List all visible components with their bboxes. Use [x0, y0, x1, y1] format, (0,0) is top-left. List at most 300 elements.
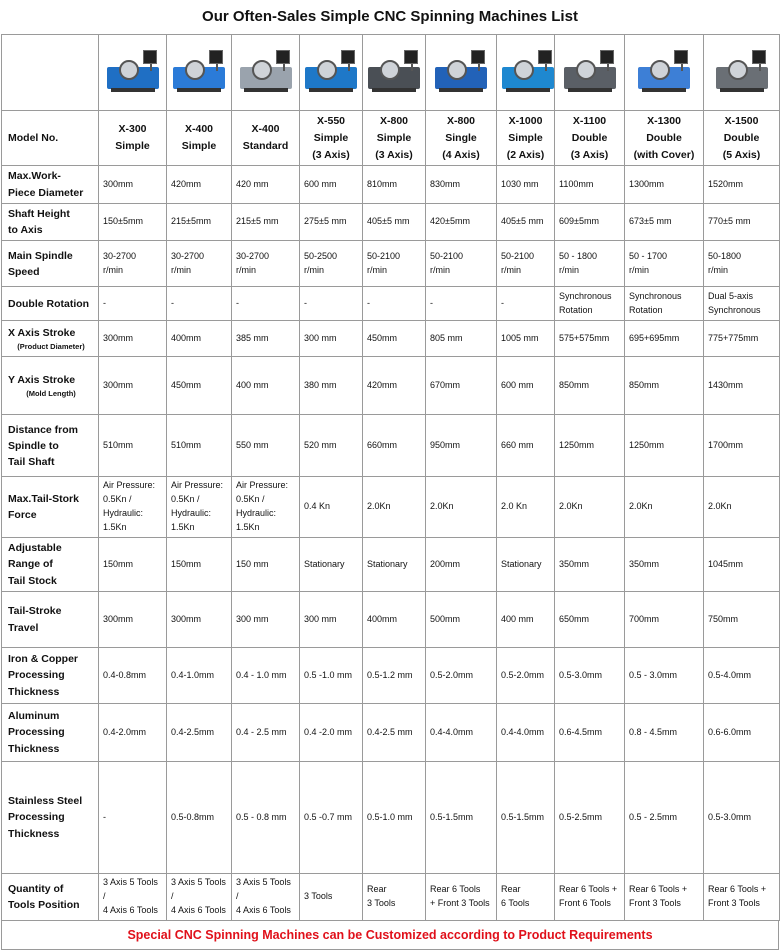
spec-label-note: (Mold Length) — [26, 389, 76, 399]
spec-label-line: Main Spindle — [8, 249, 73, 262]
spec-value-line: 0.5Kn / — [103, 494, 132, 505]
spec-label-line: Processing — [8, 669, 65, 682]
spec-value-line: Synchronous — [708, 304, 761, 315]
model-variant: Double — [723, 131, 760, 144]
spec-value-cell — [363, 166, 426, 204]
model-subtitle: (3 Axis) — [570, 148, 609, 161]
spec-value-cell — [300, 538, 363, 592]
spec-value-line: Air Pressure: — [236, 480, 289, 491]
model-variant: Standard — [242, 140, 289, 153]
spec-value-cell — [99, 704, 167, 762]
spec-value-line: r/min — [501, 264, 521, 275]
spec-value-cell — [232, 241, 300, 287]
model-variant: Simple — [508, 131, 543, 144]
spec-value-cell — [99, 874, 167, 921]
spec-value-line: 420mm — [171, 178, 202, 189]
spec-value-line: 1100mm — [559, 178, 594, 189]
spec-value-line: 50-2500 — [304, 251, 338, 262]
spec-value-cell — [426, 538, 497, 592]
model-header-cell — [497, 111, 555, 166]
spec-value-line: 2.0Kn — [559, 501, 583, 512]
spec-value-cell — [555, 538, 625, 592]
model-name: X-400 — [184, 123, 214, 136]
spec-value-line: 0.8 - 4.5mm — [629, 726, 678, 737]
spec-label-line: Distance from — [8, 423, 79, 436]
spindle-chuck-icon — [185, 60, 205, 80]
model-subtitle: (5 Axis) — [722, 148, 761, 161]
model-subtitle: (with Cover) — [633, 148, 695, 161]
spec-value-line: 850mm — [559, 379, 590, 390]
spec-value-line: 300mm — [103, 178, 134, 189]
machine-image-cell — [300, 35, 363, 111]
spec-value-line: 1030 mm — [501, 178, 539, 189]
image-row — [2, 35, 780, 111]
spec-value-cell — [232, 321, 300, 357]
control-panel-icon — [209, 50, 223, 64]
spec-value-cell — [625, 762, 704, 874]
spec-value-line: 300 mm — [304, 332, 337, 343]
spec-value-line: r/min — [103, 264, 123, 275]
spec-value-cell — [167, 648, 232, 704]
spec-value-line: 0.5-4.0mm — [708, 669, 752, 680]
machine-image-cell — [167, 35, 232, 111]
spec-value-line: r/min — [236, 264, 256, 275]
spec-value-cell — [625, 477, 704, 538]
spec-label-line: Aluminum — [8, 710, 60, 723]
spec-value-line: 50-1800 — [708, 251, 742, 262]
spec-value-cell — [704, 648, 780, 704]
spec-value-line: - — [236, 297, 239, 308]
spec-value-line: 150±5mm — [103, 216, 143, 227]
spec-value-cell — [497, 166, 555, 204]
spec-value-line: 0.5-1.2 mm — [367, 669, 413, 680]
model-variant: Double — [571, 131, 608, 144]
spec-value-line: 0.5-2.5mm — [559, 811, 603, 822]
spec-value-line: - — [103, 297, 106, 308]
spec-value-cell — [232, 762, 300, 874]
spec-value-cell — [167, 241, 232, 287]
machine-photo-icon — [433, 48, 489, 92]
spec-value-line: 0.4 - 1.0 mm — [236, 669, 287, 680]
spec-label-line: Max.Tail-Stork — [8, 493, 79, 506]
spec-value-cell — [497, 762, 555, 874]
spec-value-line: 575+575mm — [559, 332, 610, 343]
spec-value-cell — [497, 477, 555, 538]
spec-value-cell — [363, 538, 426, 592]
spec-value-cell — [555, 357, 625, 415]
spec-value-line: 660mm — [367, 439, 398, 450]
spec-label — [2, 874, 99, 921]
spec-value-line: 0.5-3.0mm — [559, 669, 603, 680]
spindle-chuck-icon — [650, 60, 670, 80]
spec-value-cell — [625, 538, 704, 592]
control-panel-icon — [341, 50, 355, 64]
spec-value-cell — [426, 287, 497, 321]
spindle-chuck-icon — [728, 60, 748, 80]
spec-value-line: 650mm — [559, 613, 590, 624]
spec-value-line: r/min — [304, 264, 324, 275]
spec-label-line: Adjustable — [8, 542, 62, 555]
corner-cell — [2, 35, 99, 111]
spec-value-cell — [232, 874, 300, 921]
machine-base — [506, 88, 550, 92]
machine-image-cell — [555, 35, 625, 111]
spec-value-line: Dual 5-axis — [708, 291, 754, 302]
spec-value-cell — [363, 592, 426, 648]
machine-base — [439, 88, 483, 92]
spec-value-line: 300mm — [171, 613, 202, 624]
machine-base — [111, 88, 155, 92]
spec-value-cell — [99, 415, 167, 477]
spec-value-cell — [625, 874, 704, 921]
model-header-cell — [625, 111, 704, 166]
spec-value-line: 50-2100 — [501, 251, 535, 262]
spec-value-line: 0.4 Kn — [304, 501, 331, 512]
spec-value-cell — [497, 538, 555, 592]
spec-row — [2, 538, 780, 592]
spec-value-line: 0.5 -0.7 mm — [304, 811, 353, 822]
spec-value-line: 1430mm — [708, 379, 744, 390]
model-name: X-1100 — [572, 115, 607, 127]
spec-label — [2, 357, 99, 415]
spec-value-cell — [497, 241, 555, 287]
spec-value-cell — [99, 538, 167, 592]
spec-value-cell — [363, 762, 426, 874]
spec-value-cell — [232, 648, 300, 704]
model-name: X-300 — [118, 123, 147, 136]
spec-value-cell — [497, 321, 555, 357]
spec-value-line: 0.5-3.0mm — [708, 811, 752, 822]
spec-value-line: 300mm — [103, 613, 134, 624]
spec-value-cell — [426, 357, 497, 415]
spec-value-cell — [497, 357, 555, 415]
model-no-label: Model No. — [2, 111, 99, 166]
spec-value-cell — [426, 704, 497, 762]
model-subtitle: (3 Axis) — [312, 148, 350, 161]
spec-value-cell — [232, 357, 300, 415]
spec-row — [2, 287, 780, 321]
spec-value-line: 400mm — [171, 332, 202, 343]
spec-label-line: Processing — [8, 811, 65, 824]
machine-base — [372, 88, 416, 92]
spec-value-line: 500mm — [430, 613, 461, 624]
spec-value-line: 150mm — [171, 558, 202, 569]
spec-value-cell — [704, 704, 780, 762]
spec-value-line: Rear 6 Tools — [430, 883, 481, 894]
model-subtitle: (2 Axis) — [506, 148, 545, 161]
spec-value-cell — [625, 321, 704, 357]
spec-value-line: 520 mm — [304, 439, 337, 450]
spec-value-line: 30-2700 — [171, 251, 205, 262]
spec-value-cell — [363, 477, 426, 538]
spec-value-cell — [555, 203, 625, 241]
spec-value-line: 350mm — [559, 558, 590, 569]
spec-value-line: 0.4-1.0mm — [171, 669, 215, 680]
spec-value-line: 1520mm — [708, 178, 744, 189]
machine-base — [177, 88, 221, 92]
model-header-cell — [167, 111, 232, 166]
spec-value-line: 2.0Kn — [708, 501, 732, 512]
control-panel-icon — [471, 50, 485, 64]
spec-value-line: Rear — [367, 883, 387, 894]
spec-value-cell — [232, 415, 300, 477]
spec-value-cell — [426, 203, 497, 241]
spec-value-line: 380 mm — [304, 379, 337, 390]
spec-value-line: 30-2700 — [103, 251, 137, 262]
spec-value-line: Hydraulic: — [236, 508, 277, 519]
spec-value-line: Air Pressure: — [103, 480, 156, 491]
spec-value-line: 1.5Kn — [103, 522, 127, 533]
spec-value-line: 600 mm — [501, 379, 534, 390]
spec-value-cell — [167, 592, 232, 648]
spindle-chuck-icon — [317, 60, 337, 80]
spec-row — [2, 477, 780, 538]
spec-value-cell — [300, 166, 363, 204]
spec-value-line: 420mm — [367, 379, 398, 390]
spec-label-line: Tail Stock — [8, 574, 57, 587]
spec-value-line: Front 3 Tools — [708, 897, 760, 908]
spec-value-line: - — [304, 297, 307, 308]
spec-value-line: Stationary — [304, 558, 345, 569]
spec-value-line: 750mm — [708, 613, 739, 624]
spec-label — [2, 321, 99, 357]
spec-value-cell — [300, 287, 363, 321]
spec-row — [2, 357, 780, 415]
spec-value-line: 0.5 - 3.0mm — [629, 669, 678, 680]
spec-value-cell — [497, 592, 555, 648]
spec-value-line: Synchronous — [629, 291, 682, 302]
spec-value-cell — [99, 287, 167, 321]
spec-value-cell — [426, 415, 497, 477]
spec-value-cell — [99, 592, 167, 648]
spec-value-cell — [99, 166, 167, 204]
machine-photo-icon — [366, 48, 422, 92]
spec-value-cell — [363, 415, 426, 477]
spec-value-cell — [704, 166, 780, 204]
spec-value-cell — [555, 592, 625, 648]
machine-base — [568, 88, 612, 92]
model-header-cell — [232, 111, 300, 166]
spec-value-line: 2.0Kn — [430, 501, 454, 512]
spec-value-cell — [625, 287, 704, 321]
spec-label — [2, 166, 99, 204]
spec-value-cell — [555, 874, 625, 921]
machine-image-cell — [625, 35, 704, 111]
spec-value-line: 420±5mm — [430, 216, 470, 227]
spec-value-line: 350mm — [629, 558, 660, 569]
spec-value-cell — [363, 704, 426, 762]
spec-value-line: Rear 6 Tools + — [559, 883, 618, 894]
spec-row — [2, 166, 780, 204]
spec-label-line: Quantity of — [8, 882, 64, 895]
spec-value-cell — [363, 241, 426, 287]
spec-value-line: 50-2100 — [430, 251, 464, 262]
spec-value-line: 3 Tools — [367, 897, 396, 908]
spec-value-line: 810mm — [367, 178, 398, 189]
spec-value-line: 0.4 - 2.5 mm — [236, 726, 287, 737]
spec-value-cell — [363, 287, 426, 321]
spec-value-line: 300 mm — [304, 613, 337, 624]
machine-image-cell — [363, 35, 426, 111]
spec-value-line: 2.0Kn — [367, 501, 391, 512]
spec-value-line: 0.5 - 2.5mm — [629, 811, 678, 822]
spec-value-line: 0.4 -2.0 mm — [304, 726, 353, 737]
spec-value-line: 510mm — [103, 439, 134, 450]
spec-value-line: 0.4-4.0mm — [430, 726, 474, 737]
control-panel-icon — [538, 50, 552, 64]
model-header-cell — [363, 111, 426, 166]
spindle-chuck-icon — [380, 60, 400, 80]
spec-value-line: 0.4-2.5mm — [171, 726, 215, 737]
spec-value-cell — [555, 477, 625, 538]
machine-photo-icon — [636, 48, 692, 92]
spec-value-cell — [363, 321, 426, 357]
spec-value-line: 0.5-1.5mm — [501, 811, 545, 822]
spec-value-cell — [555, 415, 625, 477]
spec-value-line: 6 Tools — [501, 897, 530, 908]
spec-value-cell — [497, 874, 555, 921]
spec-value-line: 600 mm — [304, 178, 337, 189]
spec-label-line: Spindle to — [8, 439, 59, 452]
model-name: X-1500 — [724, 115, 759, 127]
spec-value-line: 0.4-0.8mm — [103, 669, 147, 680]
spec-label-note: (Product Diameter) — [17, 342, 85, 352]
machine-photo-icon — [238, 48, 294, 92]
spec-label-line: X Axis Stroke — [8, 327, 76, 339]
spec-value-cell — [426, 592, 497, 648]
spec-value-cell — [704, 477, 780, 538]
spec-value-cell — [300, 321, 363, 357]
control-panel-icon — [674, 50, 688, 64]
spec-value-line: 215±5mm — [171, 216, 211, 227]
spec-value-line: 700mm — [629, 613, 660, 624]
spec-value-line: 550 mm — [236, 439, 269, 450]
spec-value-cell — [300, 874, 363, 921]
machine-image-cell — [497, 35, 555, 111]
spec-value-cell — [426, 241, 497, 287]
footer-note: Special CNC Spinning Machines can be Customized according to Product Requirements — [1, 921, 779, 950]
spec-value-cell — [497, 287, 555, 321]
spec-value-line: 0.4-4.0mm — [501, 726, 545, 737]
spec-label-line: Max.Work- — [8, 170, 61, 183]
spec-value-cell — [625, 415, 704, 477]
spec-value-cell — [363, 874, 426, 921]
spec-value-line: 0.5-1.0 mm — [367, 811, 413, 822]
spec-value-line: 1.5Kn — [171, 522, 195, 533]
model-variant: Simple — [313, 131, 349, 144]
spec-value-line: 1250mm — [629, 439, 665, 450]
spec-value-line: 0.6-6.0mm — [708, 726, 752, 737]
spec-label-line: Thickness — [8, 685, 60, 698]
spec-value-line: 0.5Kn / — [236, 494, 265, 505]
spec-value-cell — [625, 704, 704, 762]
spec-value-cell — [300, 241, 363, 287]
spec-value-cell — [555, 241, 625, 287]
spec-value-cell — [300, 648, 363, 704]
spec-value-line: 1.5Kn — [236, 522, 260, 533]
spec-value-line: Front 3 Tools — [629, 897, 681, 908]
spec-value-line: 30-2700 — [236, 251, 270, 262]
spec-value-line: 950mm — [430, 439, 461, 450]
spindle-chuck-icon — [447, 60, 467, 80]
spec-value-line: 450mm — [171, 379, 202, 390]
machine-base — [642, 88, 686, 92]
spec-value-line: 4 Axis 6 Tools — [171, 904, 226, 915]
spec-value-line: 609±5mm — [559, 216, 599, 227]
spec-value-line: 215±5 mm — [236, 216, 279, 227]
spec-value-cell — [363, 648, 426, 704]
model-name: X-1300 — [647, 115, 681, 127]
model-name: X-800 — [379, 115, 409, 127]
spec-value-line: 300mm — [103, 332, 134, 343]
spec-value-cell — [99, 762, 167, 874]
spec-label-line: Range of — [8, 558, 53, 571]
model-name: X-400 — [251, 123, 280, 136]
spec-value-cell — [99, 648, 167, 704]
spec-value-line: 3 Axis 5 Tools — [171, 877, 226, 887]
spec-value-line: 0.6-4.5mm — [559, 726, 603, 737]
spec-label-line: Double Rotation — [8, 297, 90, 310]
spec-value-cell — [704, 874, 780, 921]
spec-value-cell — [704, 762, 780, 874]
spec-label-line: Speed — [8, 265, 40, 278]
spec-value-cell — [300, 477, 363, 538]
spec-value-cell — [704, 415, 780, 477]
spec-value-line: 3 Axis 5 Tools — [236, 877, 291, 887]
model-name: X-800 — [446, 115, 476, 127]
spec-value-cell — [704, 592, 780, 648]
spec-value-line: r/min — [171, 264, 191, 275]
spec-value-line: 0.4-2.5 mm — [367, 726, 413, 737]
machine-image-cell — [232, 35, 300, 111]
spec-value-line: 400 mm — [236, 379, 269, 390]
spec-label — [2, 287, 99, 321]
spec-value-line: 150mm — [103, 558, 134, 569]
spec-value-line: 770±5 mm — [708, 216, 751, 227]
spec-row — [2, 648, 780, 704]
model-header-cell — [99, 111, 167, 166]
machine-base — [720, 88, 764, 92]
spec-value-cell — [99, 203, 167, 241]
spec-value-line: / — [171, 890, 174, 901]
machine-photo-icon — [105, 48, 161, 92]
spindle-chuck-icon — [576, 60, 596, 80]
spec-value-cell — [300, 592, 363, 648]
spec-value-cell — [426, 477, 497, 538]
spec-value-line: Hydraulic: — [103, 508, 144, 519]
control-panel-icon — [276, 50, 290, 64]
spec-value-cell — [704, 357, 780, 415]
model-variant: Simple — [376, 131, 412, 144]
spec-value-line: 405±5 mm — [501, 216, 544, 227]
spec-value-cell — [167, 704, 232, 762]
spec-label — [2, 241, 99, 287]
model-name: X-1000 — [508, 115, 543, 127]
spec-value-cell — [426, 321, 497, 357]
spec-value-line: 2.0 Kn — [501, 501, 528, 512]
spec-value-line: Front 6 Tools — [559, 897, 611, 908]
spec-row — [2, 762, 780, 874]
spec-value-line: 300 mm — [236, 613, 269, 624]
spec-value-line: r/min — [629, 264, 649, 275]
spec-row — [2, 415, 780, 477]
machine-image-cell — [426, 35, 497, 111]
spec-value-line: 1300mm — [629, 178, 665, 189]
spec-value-line: 50-2100 — [367, 251, 401, 262]
spec-value-cell — [704, 241, 780, 287]
spec-value-line: r/min — [367, 264, 387, 275]
spec-value-line: 805 mm — [430, 332, 463, 343]
